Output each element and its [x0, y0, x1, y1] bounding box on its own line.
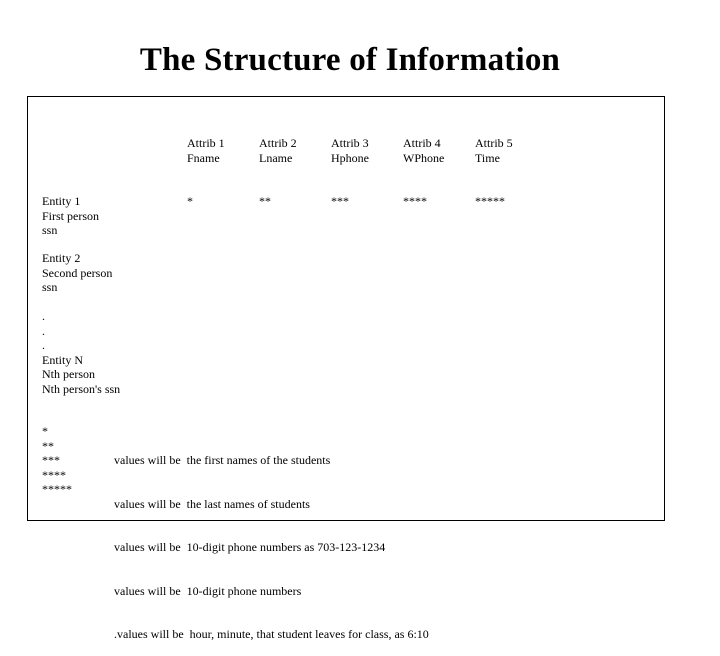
attribute-field: Fname [187, 150, 220, 165]
legend-description: values will be 10-digit phone numbers [114, 583, 302, 598]
legend-description: values will be the first names of the students [114, 453, 331, 467]
attribute-header-1 [187, 136, 225, 165]
value-mark-3: *** [331, 194, 349, 208]
legend-symbol: *** [42, 453, 60, 467]
attribute-field: Lname [259, 150, 293, 165]
entity-key: ssn [42, 280, 58, 294]
entity-n [42, 309, 120, 396]
attribute-header-3 [331, 136, 369, 165]
value-mark-1: * [187, 194, 193, 208]
attribute-name: Attrib 5 [475, 136, 513, 150]
attribute-field: Hphone [331, 150, 369, 165]
attribute-field: Time [475, 150, 500, 165]
attribute-field: WPhone [403, 150, 445, 165]
legend-symbol: * [42, 424, 48, 438]
legend-descriptions [114, 424, 429, 656]
legend-symbol: ** [42, 438, 54, 453]
value-mark-4: **** [403, 194, 427, 208]
value-mark-5: ***** [475, 194, 505, 208]
legend-symbols [42, 424, 72, 497]
legend-description: values will be the last names of students [114, 496, 310, 511]
entity-label: Entity N [42, 352, 83, 367]
attribute-header-5 [475, 136, 513, 165]
ellipsis-dot: . [42, 323, 45, 338]
legend-description: values will be 10-digit phone numbers as 703-123-1234 [114, 540, 386, 554]
entity-description: Second person [42, 265, 113, 280]
entity-description: First person [42, 208, 99, 223]
entity-label: Entity 1 [42, 194, 81, 208]
value-mark-2: ** [259, 194, 271, 208]
entity-1 [42, 194, 99, 238]
legend-description: .values will be hour, minute, that student leaves for class, as 6:10 [114, 627, 429, 641]
entity-key: Nth person's ssn [42, 381, 121, 396]
legend-symbol: **** [42, 467, 66, 482]
legend-symbol: ***** [42, 482, 72, 496]
ellipsis-dot: . [42, 309, 45, 323]
attribute-name: Attrib 2 [259, 136, 297, 150]
page-title: The Structure of Information [139, 42, 561, 78]
entity-description: Nth person [42, 367, 95, 381]
entity-2 [42, 251, 112, 295]
ellipsis-dot: . [42, 338, 45, 352]
entity-key: ssn [42, 223, 58, 237]
attribute-header-2 [259, 136, 297, 165]
attribute-name: Attrib 3 [331, 136, 369, 150]
attribute-name: Attrib 4 [403, 136, 441, 150]
entity-label: Entity 2 [42, 251, 81, 265]
attribute-name: Attrib 1 [187, 136, 225, 150]
attribute-header-4 [403, 136, 444, 165]
